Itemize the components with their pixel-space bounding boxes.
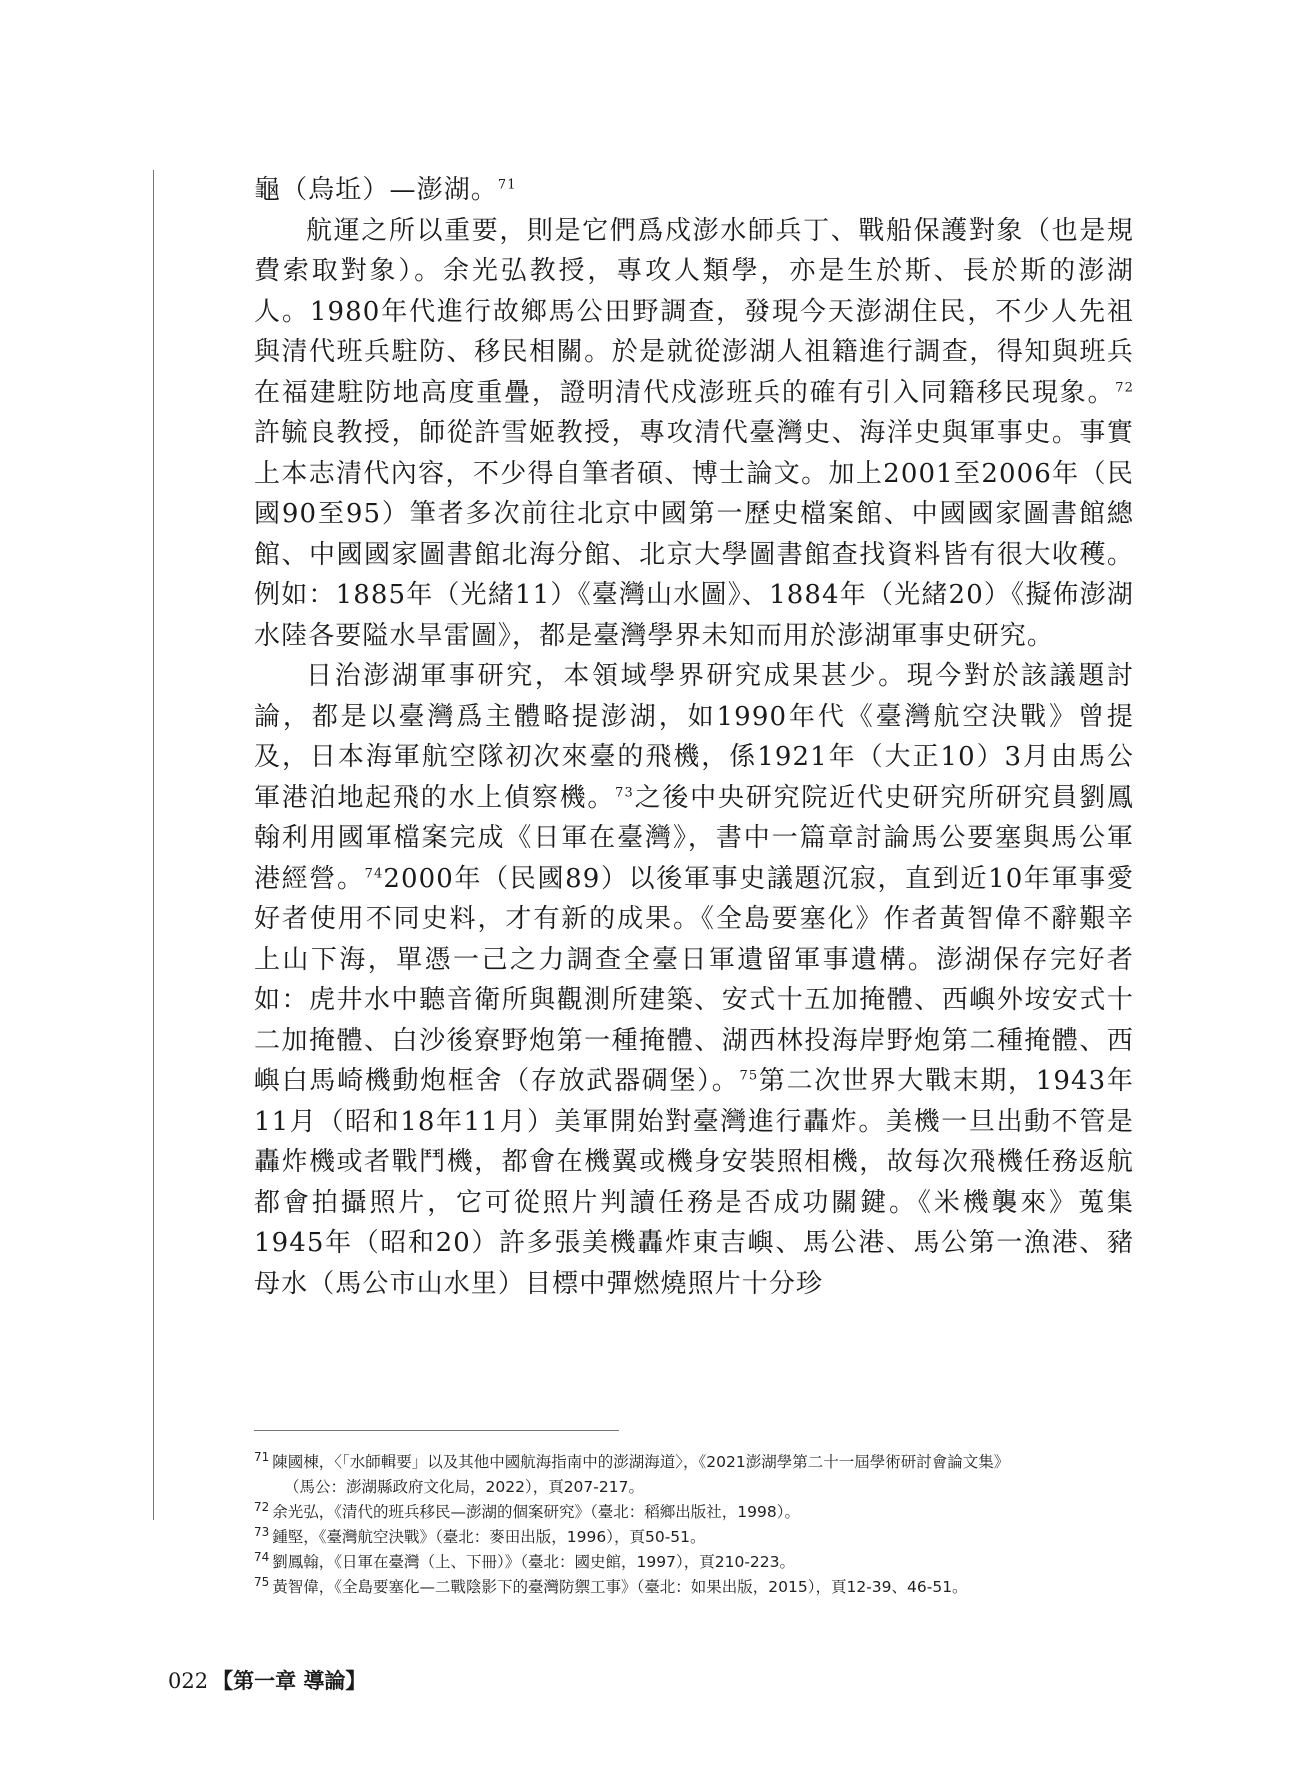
- body-text: [254, 170, 1134, 1304]
- page-footer: [168, 1665, 366, 1695]
- footnote-number: 72: [254, 1499, 270, 1514]
- footnote-number: 74: [254, 1549, 270, 1564]
- footnote-ref-72[interactable]: 72: [1115, 379, 1134, 395]
- footnote-ref-71[interactable]: 71: [497, 177, 517, 193]
- footnote-number: 73: [254, 1524, 270, 1539]
- footnote-text: 余光弘，《清代的班兵移民—澎湖的個案研究》（臺北：稻鄉出版社，1998）。: [272, 1503, 800, 1521]
- paragraph-1: 龜（烏坵）—澎湖。$^{71}$: [254, 175, 517, 205]
- footnote-text: 鍾堅，《臺灣航空決戰》（臺北：麥田出版，1996），頁50-51。: [272, 1528, 706, 1546]
- footnote-number: 71: [254, 1449, 270, 1464]
- footnote-text: 劉鳳翰，《日軍在臺灣（上、下冊）》（臺北：國史館，1997），頁210-223。: [272, 1553, 795, 1571]
- footnote-divider: [254, 1430, 619, 1431]
- footnote-71: [254, 1450, 1134, 1500]
- footnote-74: [254, 1550, 1134, 1575]
- footnote-ref-74[interactable]: 74: [364, 865, 384, 881]
- margin-rule: [153, 170, 154, 1520]
- footnote-text: 陳國棟，〈「水師輯要」以及其他中國航海指南中的澎湖海道〉，《2021澎湖學第二十一屆學術研討會論文集》: [272, 1453, 1010, 1471]
- page-number: 022: [168, 1669, 209, 1693]
- footnotes: [254, 1450, 1134, 1600]
- footnote-ref-75[interactable]: 75: [739, 1068, 759, 1084]
- footnote-text-continued: （馬公：澎湖縣政府文化局，2022），頁207-217。: [284, 1478, 644, 1496]
- footnote-75: [254, 1575, 1134, 1600]
- footnote-text: 黃智偉，《全島要塞化—二戰陰影下的臺灣防禦工事》（臺北：如果出版，2015），頁12-39、46-51。: [272, 1578, 968, 1596]
- footnote-number: 75: [254, 1574, 270, 1589]
- footnote-ref-73[interactable]: 73: [615, 784, 634, 800]
- paragraph-3: 日治澎湖軍事研究，本領域學界研究成果甚少。現今對於該議題討論，都是以臺灣爲主體略提澎湖，如1990年代《臺灣航空決戰》曾提及，日本海軍航空隊初次來臺的飛機，係1921年（大正10）3月由馬公軍港泊地起飛的水上偵察機。$^{73}$之後中央研究院近代史研究所研究員劉鳳翰利用國軍檔案完成《日軍在臺灣》，書中一篇章討論馬公要塞與馬公軍港經營。$^{74}$2000年（民國89）以後軍事史議題沉寂，直到近10年軍事愛好者使用不同史料，才有新的成果。《全島要塞化》作者黃智偉不辭艱辛上山下海，單憑一己之力調查全臺日軍遺留軍事遺構。澎湖保存完好者如：虎井水中聽音衛所與觀測所建築、安式十五加掩體、西嶼外垵安式十二加掩體、白沙後寮野炮第一種掩體、湖西林投海岸野炮第二種掩體、西嶼白馬崎機動炮框舍（存放武器碉堡）。$^{75}$第二次世界大戰末期，1943年11月（昭和18年11月）美軍開始對臺灣進行轟炸。美機一旦出動不管是轟炸機或者戰鬥機，都會在機翼或機身安裝照相機，故每次飛機任務返航都會拍攝照片，它可從照片判讀任務是否成功關鍵。《米機襲來》蒐集1945年（昭和20）許多張美機轟炸東吉嶼、馬公港、馬公第一漁港、豬母水（馬公市山水里）目標中彈燃燒照片十分珍: [254, 661, 1134, 1299]
- footnote-72: [254, 1500, 1134, 1525]
- chapter-title: 【第一章 導論】: [212, 1668, 367, 1693]
- footnote-73: [254, 1525, 1134, 1550]
- paragraph-2: 航運之所以重要，則是它們爲戍澎水師兵丁、戰船保護對象（也是規費索取對象）。余光弘教授，專攻人類學，亦是生於斯、長於斯的澎湖人。1980年代進行故鄉馬公田野調查，發現今天澎湖住民，不少人先祖與清代班兵駐防、移民相關。於是就從澎湖人祖籍進行調查，得知與班兵在福建駐防地高度重疊，證明清代戍澎班兵的確有引入同籍移民現象。$^{72}$許毓良教授，師從許雪姬教授，專攻清代臺灣史、海洋史與軍事史。事實上本志清代內容，不少得自筆者碩、博士論文。加上2001至2006年（民國90至95）筆者多次前往北京中國第一歷史檔案館、中國國家圖書館總館、中國國家圖書館北海分館、北京大學圖書館查找資料皆有很大收穫。例如：1885年（光緒11）《臺灣山水圖》、1884年（光緒20）《擬佈澎湖水陸各要隘水旱雷圖》，都是臺灣學界未知而用於澎湖軍事史研究。: [254, 215, 1134, 651]
